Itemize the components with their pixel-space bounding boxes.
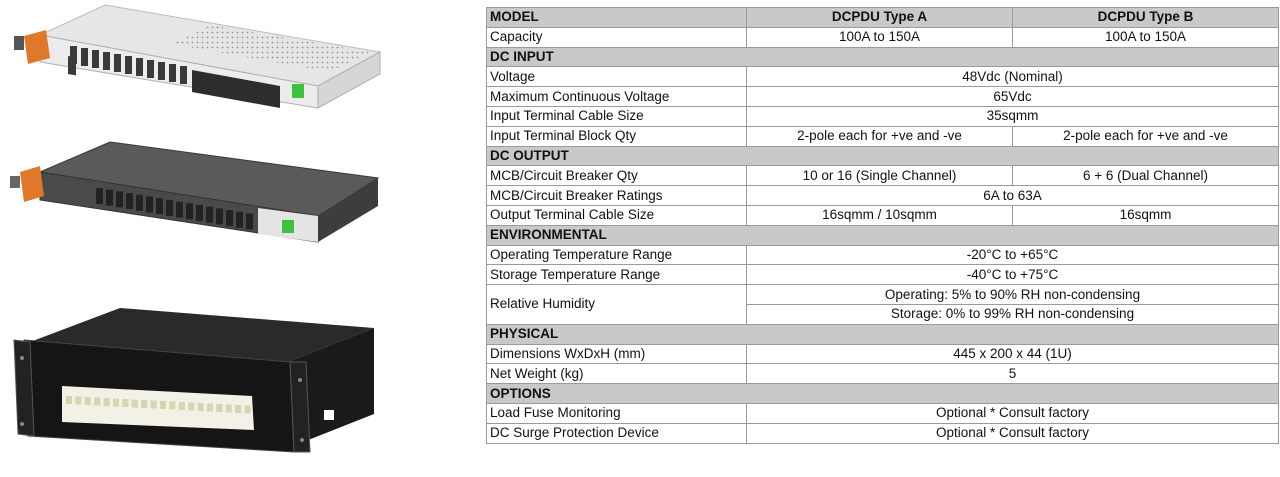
breaker-slot <box>207 404 213 412</box>
cell-value: Storage: 0% to 99% RH non-condensing <box>747 304 1279 324</box>
table-row-operating-temp <box>487 245 1279 265</box>
breaker-slot <box>226 405 232 413</box>
cell-value: 16sqmm / 10sqmm <box>747 205 1013 225</box>
breaker-slot <box>113 399 119 407</box>
row-label: Input Terminal Cable Size <box>487 106 747 126</box>
breaker-slot <box>169 64 176 82</box>
cell-value: 6A to 63A <box>747 186 1279 206</box>
table-row-breaker-ratings <box>487 186 1279 206</box>
table-row-breaker-qty <box>487 166 1279 186</box>
table-row-voltage <box>487 67 1279 87</box>
type-b-header: DCPDU Type B <box>1013 8 1279 28</box>
table-row-output-cable <box>487 205 1279 225</box>
cell-value: 10 or 16 (Single Channel) <box>747 166 1013 186</box>
section-environmental <box>487 225 1279 245</box>
row-label: Maximum Continuous Voltage <box>487 87 747 107</box>
product-image-dark-1u <box>0 138 400 256</box>
breaker-slot <box>114 54 121 72</box>
breaker-slot <box>245 406 251 414</box>
breaker-slot <box>136 195 143 211</box>
breaker-slot <box>125 56 132 74</box>
model-label: MODEL <box>487 8 747 28</box>
row-label: DC Surge Protection Device <box>487 423 747 443</box>
cell-value: -40°C to +75°C <box>747 265 1279 285</box>
table-row-max-voltage <box>487 87 1279 107</box>
breaker-slot <box>122 399 128 407</box>
breaker-slot <box>196 205 203 221</box>
row-label: Dimensions WxDxH (mm) <box>487 344 747 364</box>
breaker-slot <box>226 210 233 226</box>
breaker-slot <box>96 188 103 204</box>
breaker-slot <box>116 191 123 207</box>
row-label: Output Terminal Cable Size <box>487 205 747 225</box>
breaker-slot <box>236 212 243 228</box>
breaker-slot <box>146 197 153 213</box>
row-label: MCB/Circuit Breaker Ratings <box>487 186 747 206</box>
table-row-input-cable <box>487 106 1279 126</box>
cell-value: 35sqmm <box>747 106 1279 126</box>
row-label: Load Fuse Monitoring <box>487 403 747 423</box>
row-label: Input Terminal Block Qty <box>487 126 747 146</box>
cell-value: 100A to 150A <box>1013 27 1279 47</box>
cell-value: 100A to 150A <box>747 27 1013 47</box>
breaker-slot <box>92 50 99 68</box>
breaker-slot <box>166 200 173 216</box>
breaker-slot <box>66 396 72 404</box>
breaker-slot <box>147 60 154 78</box>
table-row-block-qty <box>487 126 1279 146</box>
breaker-slot <box>81 48 88 66</box>
breaker-slot <box>216 404 222 412</box>
row-label: Net Weight (kg) <box>487 364 747 384</box>
cell-value: Optional * Consult factory <box>747 403 1279 423</box>
product-image-black-chassis <box>0 300 400 462</box>
breaker-slot <box>235 405 241 413</box>
breaker-slot <box>179 402 185 410</box>
cell-value: -20°C to +65°C <box>747 245 1279 265</box>
breaker-slot <box>156 198 163 214</box>
breaker-slot <box>246 214 253 230</box>
table-row-dimensions <box>487 344 1279 364</box>
product-image-silver-1u <box>0 0 400 120</box>
section-title: DC OUTPUT <box>487 146 1279 166</box>
cell-value: 48Vdc (Nominal) <box>747 67 1279 87</box>
cell-value: 16sqmm <box>1013 205 1279 225</box>
section-title: OPTIONS <box>487 384 1279 404</box>
cell-value: 2-pole each for +ve and -ve <box>747 126 1013 146</box>
row-label: Relative Humidity <box>487 285 747 325</box>
breaker-slot <box>104 398 110 406</box>
breaker-slot <box>176 202 183 218</box>
breaker-slot <box>158 62 165 80</box>
table-row-humidity <box>487 285 1279 305</box>
section-physical <box>487 324 1279 344</box>
section-options <box>487 384 1279 404</box>
breaker-slot <box>132 400 138 408</box>
breaker-slot <box>186 203 193 219</box>
row-label: MCB/Circuit Breaker Qty <box>487 166 747 186</box>
breaker-slot <box>94 398 100 406</box>
cell-value: Operating: 5% to 90% RH non-condensing <box>747 285 1279 305</box>
breaker-slot <box>136 58 143 76</box>
header-row-model <box>487 8 1279 28</box>
breaker-slot <box>85 397 91 405</box>
section-title: DC INPUT <box>487 47 1279 67</box>
breaker-slot <box>75 397 81 405</box>
breaker-slot <box>216 208 223 224</box>
section-dc-output <box>487 146 1279 166</box>
cell-value: Optional * Consult factory <box>747 423 1279 443</box>
type-a-header: DCPDU Type A <box>747 8 1013 28</box>
row-label: Storage Temperature Range <box>487 265 747 285</box>
cell-value: 6 + 6 (Dual Channel) <box>1013 166 1279 186</box>
breaker-slot <box>198 403 204 411</box>
breaker-slot <box>206 207 213 223</box>
cell-value: 5 <box>747 364 1279 384</box>
section-title: ENVIRONMENTAL <box>487 225 1279 245</box>
row-label: Operating Temperature Range <box>487 245 747 265</box>
row-label: Capacity <box>487 27 747 47</box>
cell-value: 445 x 200 x 44 (1U) <box>747 344 1279 364</box>
breaker-slot <box>151 401 157 409</box>
breaker-slot <box>70 46 77 64</box>
table-row-storage-temp <box>487 265 1279 285</box>
breaker-slot <box>180 66 187 84</box>
section-dc-input <box>487 47 1279 67</box>
breaker-slot <box>103 52 110 70</box>
section-title: PHYSICAL <box>487 324 1279 344</box>
cell-value: 2-pole each for +ve and -ve <box>1013 126 1279 146</box>
table-row-weight <box>487 364 1279 384</box>
table-row-surge-protection <box>487 423 1279 443</box>
breaker-slot <box>126 193 133 209</box>
spec-table <box>486 7 1279 444</box>
breaker-slot <box>141 400 147 408</box>
breaker-slot <box>169 402 175 410</box>
breaker-slot <box>106 190 113 206</box>
cell-value: 65Vdc <box>747 87 1279 107</box>
row-label: Voltage <box>487 67 747 87</box>
table-row-capacity <box>487 27 1279 47</box>
table-row-fuse-monitoring <box>487 403 1279 423</box>
breaker-slot <box>188 403 194 411</box>
breaker-slot <box>160 401 166 409</box>
